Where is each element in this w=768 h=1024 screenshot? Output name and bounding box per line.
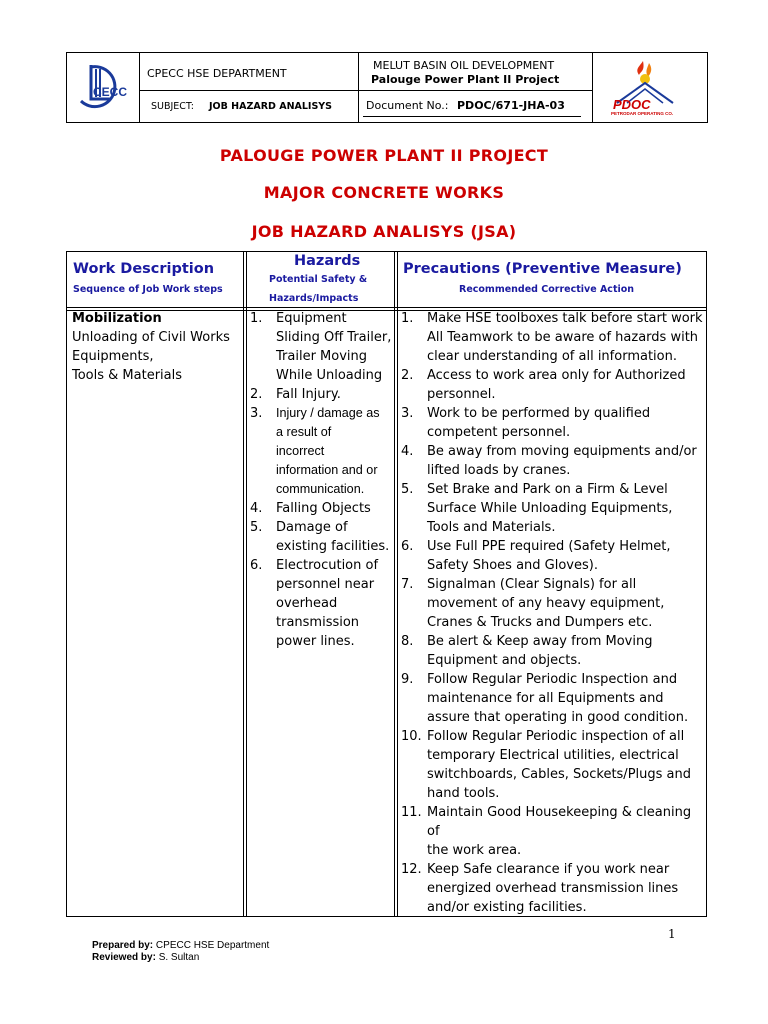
precaution-item — [401, 670, 706, 727]
work-step-line: Unloading of Civil Works — [72, 330, 230, 345]
hazard-item — [250, 404, 395, 499]
jsa-title: JOB HAZARD ANALISYS (JSA) — [251, 222, 517, 241]
list-item-line: Maintain Good Housekeeping & cleaning of — [427, 805, 692, 839]
table-column-divider — [243, 252, 244, 916]
list-item-line: switchboards, Cables, Sockets/Plugs and — [427, 767, 691, 782]
list-number: 6. — [250, 558, 263, 573]
work-description-cell — [72, 309, 240, 385]
hazard-item — [250, 385, 395, 404]
list-item-line: power lines. — [276, 634, 355, 649]
list-item-line: competent personnel. — [427, 425, 571, 440]
precaution-item — [401, 442, 706, 480]
list-item-line: All Teamwork to be aware of hazards with — [427, 330, 699, 345]
reviewed-by-value: S. Sultan — [158, 952, 200, 963]
list-item-line: Use Full PPE required (Safety Helmet, — [427, 539, 671, 554]
list-number: 8. — [401, 634, 414, 649]
jsa-table — [66, 251, 707, 917]
list-item-line: personnel. — [427, 387, 496, 402]
precautions-list — [401, 309, 706, 917]
department-name: CPECC HSE DEPARTMENT — [147, 67, 287, 80]
list-number: 5. — [250, 520, 263, 535]
hazard-item — [250, 556, 395, 651]
precaution-item — [401, 309, 706, 366]
list-item-line: Safety Shoes and Gloves). — [427, 558, 598, 573]
list-item-line: existing facilities. — [276, 539, 390, 554]
list-item-line: overhead — [276, 596, 338, 611]
header-divider — [358, 90, 592, 91]
page-number: 1 — [668, 927, 676, 941]
precaution-item — [401, 366, 706, 404]
prepared-by-label: Prepared by: — [92, 940, 154, 951]
list-item-line: Equipment — [276, 311, 347, 326]
list-number: 1. — [250, 311, 263, 326]
list-number: 5. — [401, 482, 414, 497]
hazard-item — [250, 499, 395, 518]
precaution-item — [401, 632, 706, 670]
table-column-divider — [246, 252, 247, 916]
prepared-by-value: CPECC HSE Department — [155, 940, 270, 951]
list-item-line: Follow Regular Periodic inspection of all — [427, 729, 685, 744]
hazard-item — [250, 309, 395, 385]
precaution-item — [401, 575, 706, 632]
list-item-line: Damage of — [276, 520, 348, 535]
cecc-logo-text: CECC — [93, 85, 128, 99]
cecc-logo — [71, 61, 135, 113]
precautions-heading: Precautions (Preventive Measure) — [403, 261, 682, 277]
list-number: 3. — [401, 406, 414, 421]
list-item-line: information and or — [276, 463, 378, 477]
list-item-line: personnel near — [276, 577, 375, 592]
subject-label: SUBJECT: — [151, 101, 194, 112]
list-item-line: transmission — [276, 615, 360, 630]
prepared-by — [92, 940, 269, 951]
list-number: 2. — [250, 387, 263, 402]
work-step-heading: Mobilization — [72, 311, 162, 326]
header-divider — [139, 90, 358, 91]
pdoc-logo — [605, 57, 685, 119]
list-item-line: clear understanding of all information. — [427, 349, 677, 364]
list-item-line: the work area. — [427, 843, 522, 858]
company-name: MELUT BASIN OIL DEVELOPMENT — [373, 59, 555, 72]
list-number: 2. — [401, 368, 414, 383]
document-number-label: Document No.: — [366, 99, 449, 112]
list-item-line: Equipment and objects. — [427, 653, 582, 668]
list-item-line: lifted loads by cranes. — [427, 463, 571, 478]
precaution-item — [401, 803, 706, 860]
list-number: 11. — [401, 805, 422, 820]
list-item-line: Make HSE toolboxes talk before start work — [427, 311, 703, 326]
table-column-divider — [397, 252, 398, 916]
precaution-item — [401, 480, 706, 537]
header-divider — [592, 53, 593, 122]
list-item-line: While Unloading — [276, 368, 383, 383]
list-item-line: Set Brake and Park on a Firm & Level — [427, 482, 668, 497]
document-header — [66, 52, 708, 123]
work-description-heading: Work Description — [73, 261, 215, 277]
table-header-divider — [67, 307, 706, 308]
reviewed-by — [92, 952, 199, 963]
project-name: Palouge Power Plant II Project — [371, 73, 560, 86]
list-item-line: Be alert & Keep away from Moving — [427, 634, 653, 649]
work-step-line: Tools & Materials — [72, 368, 183, 383]
list-item-line: and/or existing facilities. — [427, 900, 587, 915]
list-item-line: Be away from moving equipments and/or — [427, 444, 697, 459]
list-item-line: Signalman (Clear Signals) for all — [427, 577, 637, 592]
list-item-line: Electrocution of — [276, 558, 379, 573]
list-item-line: assure that operating in good condition. — [427, 710, 689, 725]
work-description-subheading: Sequence of Job Work steps — [73, 284, 223, 295]
list-number: 12. — [401, 862, 422, 877]
list-number: 7. — [401, 577, 414, 592]
document-number: PDOC/671-JHA-03 — [457, 99, 565, 112]
hazards-heading: Hazards — [294, 253, 361, 269]
list-number: 3. — [250, 406, 263, 421]
list-number: 10. — [401, 729, 422, 744]
precaution-item — [401, 404, 706, 442]
hazards-list — [250, 309, 395, 651]
list-item-line: Fall Injury. — [276, 387, 341, 402]
list-item-line: temporary Electrical utilities, electrical — [427, 748, 679, 763]
list-item-line: communication. — [276, 482, 365, 496]
list-item-line: maintenance for all Equipments and — [427, 691, 664, 706]
list-item-line: hand tools. — [427, 786, 500, 801]
work-step-line: Equipments, — [72, 349, 154, 364]
list-number: 9. — [401, 672, 414, 687]
list-item-line: Surface While Unloading Equipments, — [427, 501, 673, 516]
reviewed-by-label: Reviewed by: — [92, 952, 156, 963]
hazards-subheading-1: Potential Safety & — [269, 274, 368, 285]
list-item-line: movement of any heavy equipment, — [427, 596, 665, 611]
hazard-item — [250, 518, 395, 556]
list-item-line: incorrect — [276, 444, 325, 458]
list-item-line: energized overhead transmission lines — [427, 881, 679, 896]
list-item-line: Trailer Moving — [276, 349, 368, 364]
list-item-line: Work to be performed by qualified — [427, 406, 651, 421]
list-item-line: Sliding Off Trailer, — [276, 330, 392, 345]
list-number: 4. — [250, 501, 263, 516]
precautions-subheading: Recommended Corrective Action — [459, 284, 635, 295]
pdoc-logo-text: PDOC — [613, 97, 651, 112]
list-number: 1. — [401, 311, 414, 326]
doc-number-underline — [363, 116, 581, 117]
hazards-subheading-2: Hazards/Impacts — [269, 293, 359, 304]
list-item-line: a result of — [276, 425, 332, 439]
list-item-line: Falling Objects — [276, 501, 371, 516]
header-divider — [358, 53, 359, 122]
precaution-item — [401, 727, 706, 803]
precaution-item — [401, 860, 706, 917]
header-divider — [139, 53, 140, 122]
list-item-line: Access to work area only for Authorized — [427, 368, 686, 383]
work-title: MAJOR CONCRETE WORKS — [263, 183, 505, 202]
subject-value: JOB HAZARD ANALISYS — [209, 101, 333, 112]
list-item-line: Tools and Materials. — [427, 520, 556, 535]
pdoc-logo-subtitle: PETRODAR OPERATING CO. — [611, 111, 674, 116]
project-title: PALOUGE POWER PLANT II PROJECT — [219, 146, 549, 165]
list-item-line: Cranes & Trucks and Dumpers etc. — [427, 615, 653, 630]
list-number: 6. — [401, 539, 414, 554]
list-item-line: Injury / damage as — [276, 406, 380, 420]
list-item-line: Follow Regular Periodic Inspection and — [427, 672, 678, 687]
list-number: 4. — [401, 444, 414, 459]
list-item-line: Keep Safe clearance if you work near — [427, 862, 670, 877]
precaution-item — [401, 537, 706, 575]
